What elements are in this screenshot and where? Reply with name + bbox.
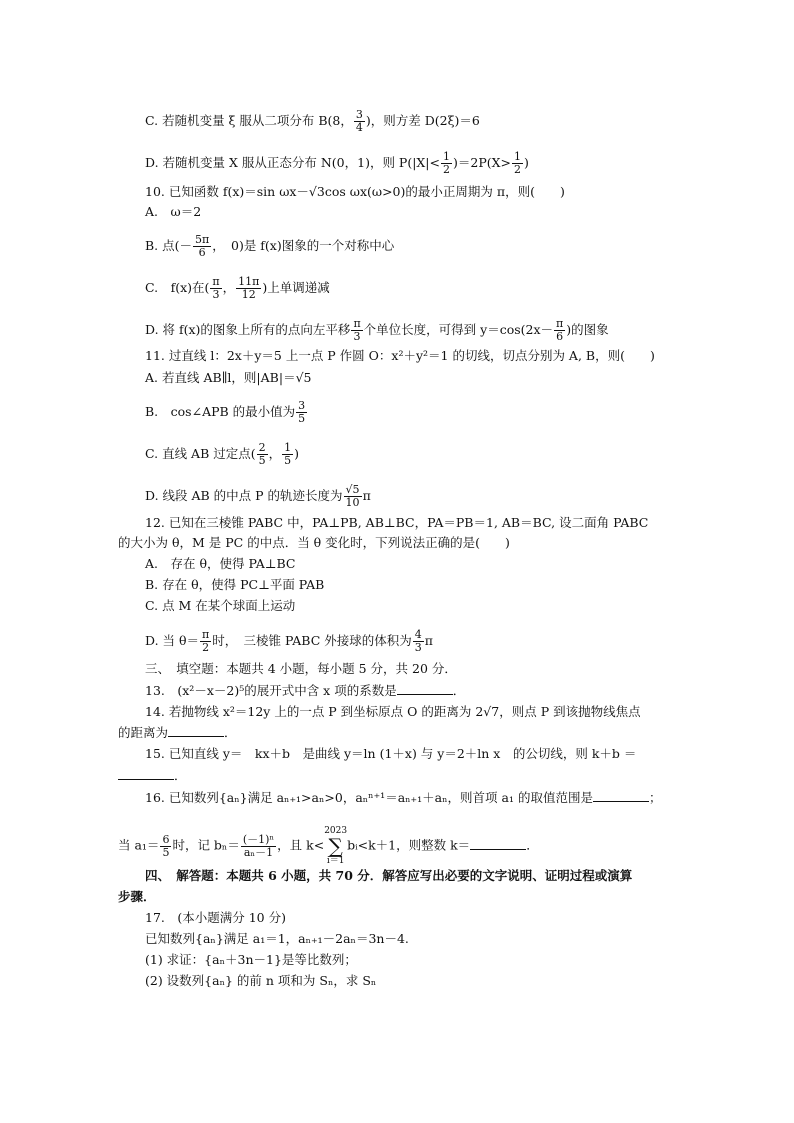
question-15-line2: ． <box>118 767 187 784</box>
section-4-heading-line1: 四、 解答题：本题共 6 小题，共 70 分．解答应写出必要的文字说明、证明过程或演算 <box>145 868 633 883</box>
fraction: $\frac{3}{4}$ <box>355 108 363 134</box>
option-12a: A. 存在 θ，使得 PA⊥BC <box>145 556 296 571</box>
option-11b: B. cos∠APB 的最小值为 $\frac{3}{5}$ <box>145 399 306 425</box>
option-11c: C. 直线 AB 过定点( $\frac{2}{5}$ ， $\frac{1}{5}$ ) <box>145 441 300 467</box>
option-10b: B. 点(－ $\frac{5\pi}{6}$ ， 0)是 f(x)图象的一个对称中心 <box>145 233 395 259</box>
question-17-title: 17. (本小题满分 10 分) <box>145 910 286 925</box>
question-17-text: 已知数列{aₙ}满足 a₁＝1，aₙ₊₁－2aₙ＝3n－4. <box>145 931 409 946</box>
question-12-line2: 的大小为 θ，M 是 PC 的中点．当 θ 变化时，下列说法正确的是( ) <box>118 535 510 550</box>
option-11a: A. 若直线 AB∥l，则|AB|＝√5 <box>145 370 312 385</box>
text: C. 若随机变量 ξ 服从二项分布 B(8， <box>145 113 353 128</box>
question-16-line2: 当 a₁＝ $\frac{6}{5}$ 时，记 bₙ＝ $\frac{\text{(－1)ⁿ}}{\text{aₙ－1}}$ ，且 k<2023 ∑ i＝1bᵢ<k＋1，则整数 k＝ ． <box>118 826 539 866</box>
text: D. 若随机变量 X 服从正态分布 N(0，1)，则 P(|X|< <box>145 155 440 170</box>
answer-blank[interactable] <box>397 682 453 695</box>
question-17-part1: (1) 求证：{aₙ＋3n－1}是等比数列； <box>145 952 357 967</box>
option-10c: C. f(x)在( $\frac{\pi}{3}$ ， $\frac{11\pi}{12}$ )上单调递减 <box>145 275 330 301</box>
question-15-line1: 15. 已知直线 y＝ kx＋b 是曲线 y＝ln (1＋x) 与 y＝2＋ln x 的公切线，则 k＋b ＝ <box>145 746 637 761</box>
option-12d: D. 当 θ＝ $\frac{\pi}{2}$ 时， 三棱锥 PABC 外接球的体积为 $\frac{4}{3}$ π <box>145 628 433 654</box>
fraction: $\frac{1}{2}$ <box>443 150 450 176</box>
answer-blank[interactable] <box>470 837 526 850</box>
option-10a: A. ω＝2 <box>145 204 202 219</box>
answer-blank[interactable] <box>168 724 224 737</box>
question-12-line1: 12. 已知在三棱锥 PABC 中，PA⊥PB, AB⊥BC，PA＝PB＝1, AB＝BC, 设二面角 PABC <box>145 515 649 530</box>
answer-blank[interactable] <box>593 789 649 802</box>
option-10d: D. 将 f(x)的图象上所有的点向左平移 $\frac{\pi}{3}$ 个单位长度，可得到 y＝cos(2x－ $\frac{\pi}{6}$ )的图象 <box>145 317 609 343</box>
option-9d <box>145 151 529 176</box>
question-10: 10. 已知函数 f(x)＝sin ωx－√3cos ωx(ω>0)的最小正周期为 π，则( ) <box>145 184 565 199</box>
section-3-heading: 三、 填空题：本题共 4 小题，每小题 5 分，共 20 分． <box>145 661 457 676</box>
question-14-line2: 的距离为 ． <box>118 725 237 740</box>
option-12c: C. 点 M 在某个球面上运动 <box>145 598 296 613</box>
question-11: 11. 过直线 l：2x＋y＝5 上一点 P 作圆 O：x²＋y²＝1 的切线，切点分别为 A, B，则( ) <box>145 348 655 363</box>
question-13: 13. (x²－x－2)⁵的展开式中含 x 项的系数是 ． <box>145 683 466 698</box>
option-9c <box>145 109 480 134</box>
answer-blank[interactable] <box>118 767 174 780</box>
text: )，则方差 D(2ξ)＝6 <box>365 113 480 128</box>
fraction: $\frac{1}{2}$ <box>514 150 521 176</box>
section-4-heading-line2: 步骤． <box>118 889 156 904</box>
option-11d: D. 线段 AB 的中点 P 的轨迹长度为 $\frac{√5}{10}$ π <box>145 483 371 509</box>
text: )＝2P(X> <box>453 155 511 170</box>
option-12b: B. 存在 θ，使得 PC⊥平面 PAB <box>145 577 325 592</box>
summation-symbol: 2023 ∑ i＝1 <box>324 826 348 866</box>
question-17-part2: (2) 设数列{aₙ} 的前 n 项和为 Sₙ，求 Sₙ <box>145 973 377 988</box>
text: ) <box>524 155 529 170</box>
question-14-line1: 14. 若抛物线 x²＝12y 上的一点 P 到坐标原点 O 的距离为 2√7，则点 P 到该抛物线焦点 <box>145 704 641 719</box>
question-16-line1: 16. 已知数列{aₙ}满足 aₙ₊₁>aₙ>0，aₙⁿ⁺¹＝aₙ₊₁＋aₙ，则首项 a₁ 的取值范围是 ； <box>145 790 662 805</box>
